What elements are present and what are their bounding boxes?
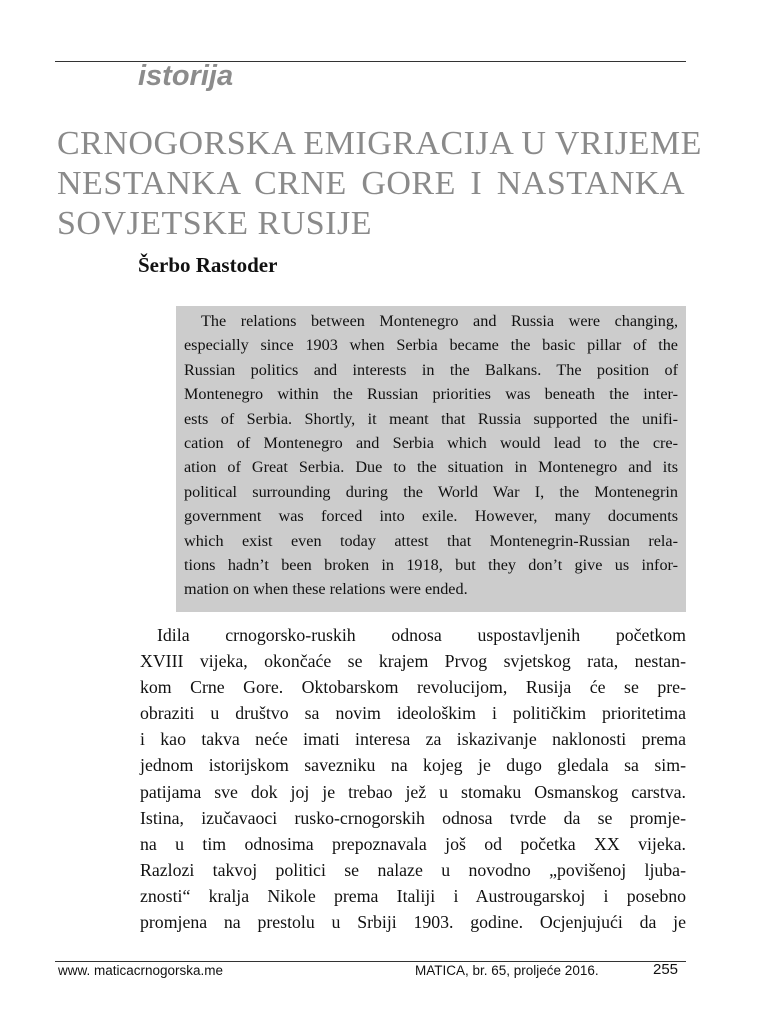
abstract-line: especially since 1903 when Serbia became the basic pillar of the — [184, 336, 678, 355]
body-line: Istina, izučavaoci rusko-crnogorskih odnosa tvrde da se promje- — [140, 807, 686, 828]
page-number: 255 — [653, 961, 679, 978]
abstract-line: mation on when these relations were ended. — [184, 580, 468, 599]
body-line: znosti“ kralja Nikole prema Italiji i Austrougarskoj i posebno — [140, 885, 686, 906]
abstract-box — [176, 306, 686, 612]
body-line: na u tim odnosima prepoznavala još od početka XX vijeka. — [140, 833, 686, 854]
title-line: NESTANKA CRNE GORE I NASTANKA — [57, 165, 685, 202]
title-line: CRNOGORSKA EMIGRACIJA U VRIJEME — [57, 125, 702, 162]
abstract-text — [184, 309, 678, 602]
abstract-line: Montenegro within the Russian priorities was beneath the inter- — [184, 385, 678, 404]
body-line: promjena na prestolu u Srbiji 1903. godine. Ocjenjujući da je — [140, 912, 686, 933]
abstract-line: ests of Serbia. Shortly, it meant that Russia supported the unifi- — [184, 409, 678, 428]
body-text — [140, 622, 686, 935]
body-line: obraziti u društvo sa novim ideološkim i političkim prioritetima — [140, 703, 686, 724]
title-line: SOVJETSKE RUSIJE — [57, 205, 372, 242]
body-paragraph — [140, 622, 686, 935]
article-title — [57, 124, 702, 244]
section-label: istorija — [138, 60, 234, 92]
footer-rule — [55, 961, 686, 962]
abstract-line: Russian politics and interests in the Balkans. The position of — [184, 360, 678, 379]
abstract-line: tions hadn’t been broken in 1918, but they don’t give us infor- — [184, 556, 678, 575]
body-line: jednom istorijskom savezniku na kojeg je dugo gledala sa sim- — [140, 755, 686, 776]
abstract-line: The relations between Montenegro and Russia were changing, — [201, 312, 678, 330]
body-line: i kao takva neće imati interesa za iskazivanje naklonosti prema — [140, 729, 686, 750]
footer-publication: MATICA, br. 65, proljeće 2016. — [415, 963, 599, 978]
abstract-line: government was forced into exile. However, many documents — [184, 507, 678, 526]
body-line: Razlozi takvoj politici se nalaze u novodno „povišenoj ljuba- — [140, 859, 686, 880]
footer-website: www. maticacrnogorska.me — [58, 963, 224, 978]
body-line: patijama sve dok joj je trebao jež u stomaku Osmanskog carstva. — [140, 781, 686, 802]
body-line: Idila crnogorsko-ruskih odnosa uspostavljenih početkom — [157, 625, 686, 645]
abstract-line: ation of Great Serbia. Due to the situation in Montenegro and its — [184, 458, 678, 477]
body-line: XVIII vijeka, okončaće se krajem Prvog svjetskog rata, nestan- — [140, 651, 686, 672]
body-line: kom Crne Gore. Oktobarskom revolucijom, Rusija će se pre- — [140, 677, 686, 698]
abstract-line: which exist even today attest that Montenegrin-Russian rela- — [184, 531, 678, 550]
abstract-line: political surrounding during the World War I, the Montenegrin — [184, 482, 678, 501]
author-name: Šerbo Rastoder — [138, 253, 278, 277]
abstract-line: cation of Montenegro and Serbia which would lead to the cre- — [184, 434, 678, 453]
